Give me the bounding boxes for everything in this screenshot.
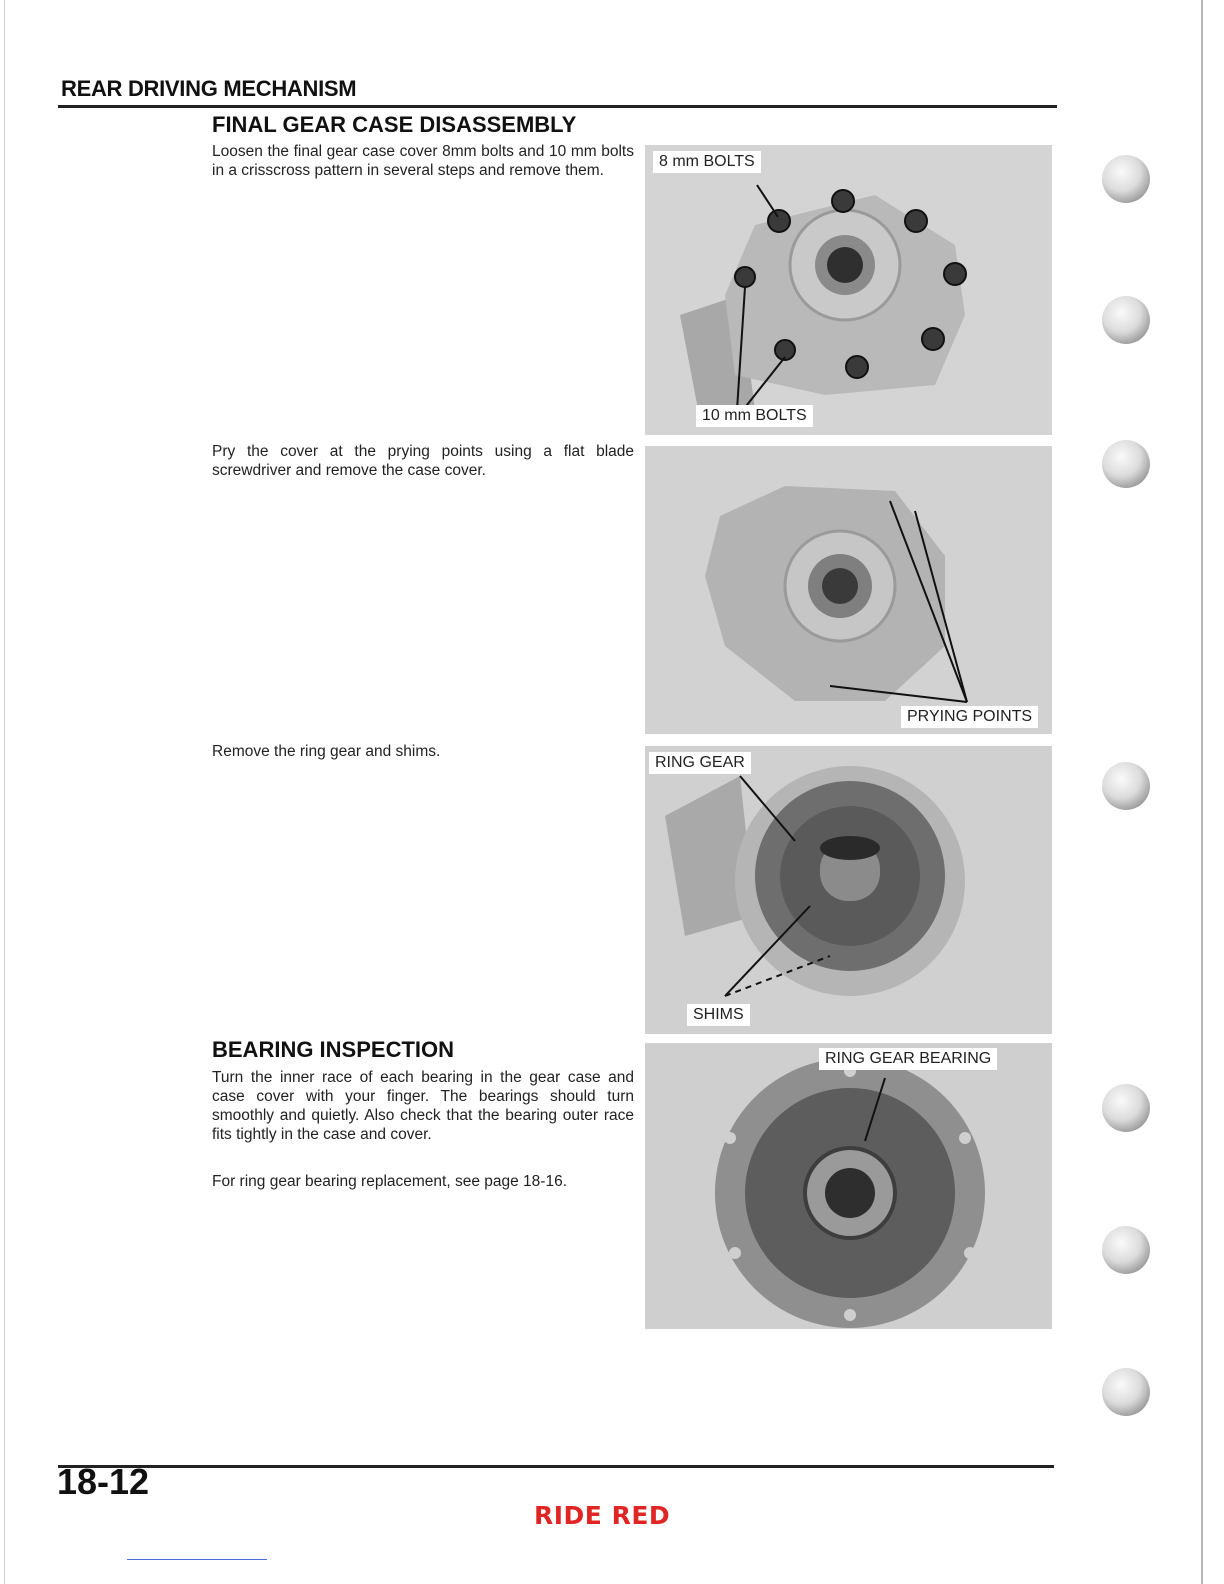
label-ring-gear: RING GEAR [649, 752, 751, 774]
side-tab [1102, 1226, 1150, 1274]
brand-logo: RIDE RED [534, 1501, 671, 1530]
ring-gear-illustration [645, 746, 1052, 1034]
label-10mm-bolts: 10 mm BOLTS [696, 405, 813, 427]
bearing-inspection-text: Turn the inner race of each bearing in the gear case and case cover with your finger. The bearings should turn smoothly and quietly. Also check that the bearing outer race fits tightly in the case and cover. [212, 1069, 634, 1143]
figure-prying-points-photo [645, 446, 1052, 734]
side-tab [1102, 1368, 1150, 1416]
label-8mm-bolts: 8 mm BOLTS [653, 151, 761, 173]
step2-text: Pry the cover at the prying points using a flat blade screwdriver and remove the case cover. [212, 443, 634, 479]
bearing-inspection-heading: BEARING INSPECTION [212, 1037, 455, 1062]
side-tab [1102, 155, 1150, 203]
side-tab [1102, 762, 1150, 810]
side-tab [1102, 440, 1150, 488]
header-rule [58, 105, 1057, 108]
case-cover-illustration [645, 446, 1052, 734]
page-edge-left [4, 0, 5, 1584]
page-edge-right [1201, 0, 1203, 1584]
footer-rule [58, 1465, 1054, 1468]
label-prying-points: PRYING POINTS [901, 706, 1038, 728]
label-shims: SHIMS [687, 1004, 750, 1026]
bearing-replacement-text: For ring gear bearing replacement, see page 18-16. [212, 1173, 567, 1190]
side-tab [1102, 296, 1150, 344]
side-tab [1102, 1084, 1150, 1132]
step1-text: Loosen the final gear case cover 8mm bolts and 10 mm bolts in a crisscross pattern in several steps and remove them. [212, 143, 634, 179]
figure-ring-gear-bearing-photo [645, 1043, 1052, 1329]
ring-gear-bearing-illustration [645, 1043, 1052, 1329]
footer-link-underline [127, 1559, 267, 1560]
figure-bolts-photo [645, 145, 1052, 435]
figure-ring-gear-photo [645, 746, 1052, 1034]
step3-text: Remove the ring gear and shims. [212, 743, 441, 760]
final-gear-case-heading: FINAL GEAR CASE DISASSEMBLY [212, 112, 577, 137]
page-number: 18-12 [57, 1461, 150, 1502]
section-title: REAR DRIVING MECHANISM [61, 76, 357, 101]
label-ring-gear-bearing: RING GEAR BEARING [819, 1048, 997, 1070]
gear-case-cover-illustration [645, 145, 1052, 435]
